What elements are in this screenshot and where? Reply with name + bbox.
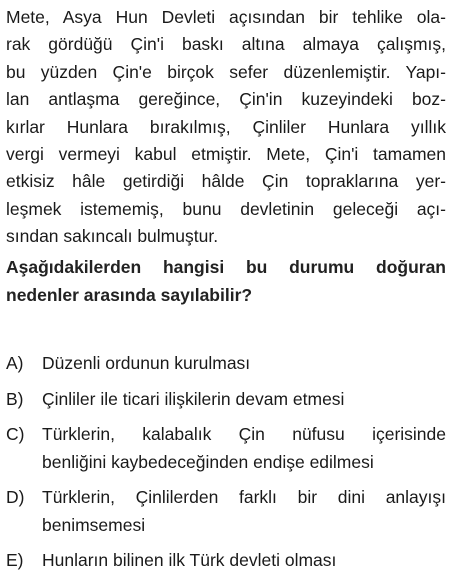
answer-options <box>6 350 446 575</box>
option-line: Hunların bilinen ilk Türk devleti olması <box>42 550 337 570</box>
option-line: benliğini kaybedeceğinden endişe edilmesi <box>42 451 374 472</box>
passage-line: leşmek istememiş, bunu devletinin geleceği açı- <box>6 198 446 219</box>
option-line: Türklerin, Çinlilerden farklı bir dini anlayışı <box>42 487 446 507</box>
option-e[interactable] <box>6 547 446 575</box>
option-line: Düzenli ordunun kurulması <box>42 353 251 373</box>
passage-line: kırlar Hunlara bırakılmış, Çinliler Hunlara yıllık <box>6 116 446 137</box>
question-line: Aşağıdakilerden hangisi bu durumu doğuran <box>6 257 446 277</box>
passage-line: vergi vermeyi kabul etmiştir. Mete, Çin'i tamamen <box>6 144 446 165</box>
option-line: Çinliler ile ticari ilişkilerin devam etmesi <box>42 388 345 409</box>
option-text <box>42 386 446 414</box>
option-letter: A) <box>6 353 24 373</box>
option-a[interactable] <box>6 350 446 378</box>
option-letter: D) <box>6 487 25 507</box>
option-text <box>42 421 446 476</box>
passage-line: lan antlaşma gereğince, Çin'in kuzeyindeki boz- <box>6 89 446 110</box>
option-c[interactable] <box>6 421 446 476</box>
option-d[interactable] <box>6 484 446 539</box>
option-line: benimsemesi <box>42 514 146 535</box>
option-text <box>42 484 446 539</box>
passage-line: etkisiz hâle getirdiği hâlde Çin topraklarına yer- <box>6 171 446 192</box>
option-letter: C) <box>6 424 25 444</box>
question-line: nedenler arasında sayılabilir? <box>6 284 253 305</box>
option-text <box>42 350 446 378</box>
option-line: Türklerin, kalabalık Çin nüfusu içerisinde <box>42 424 446 444</box>
passage-text <box>6 4 446 251</box>
passage-line: Mete, Asya Hun Devleti açısından bir tehlike ola- <box>6 7 446 27</box>
passage-line: rak gördüğü Çin'i baskı altına almaya çalışmış, <box>6 34 446 55</box>
passage-line: sından sakıncalı bulmuştur. <box>6 226 219 247</box>
question-stem <box>6 254 446 309</box>
option-letter: E) <box>6 550 24 570</box>
option-b[interactable] <box>6 386 446 414</box>
option-text <box>42 547 446 575</box>
option-letter: B) <box>6 388 24 409</box>
passage-line: bu yüzden Çin'e birçok sefer düzenlemiştir. Yapı- <box>6 61 446 82</box>
